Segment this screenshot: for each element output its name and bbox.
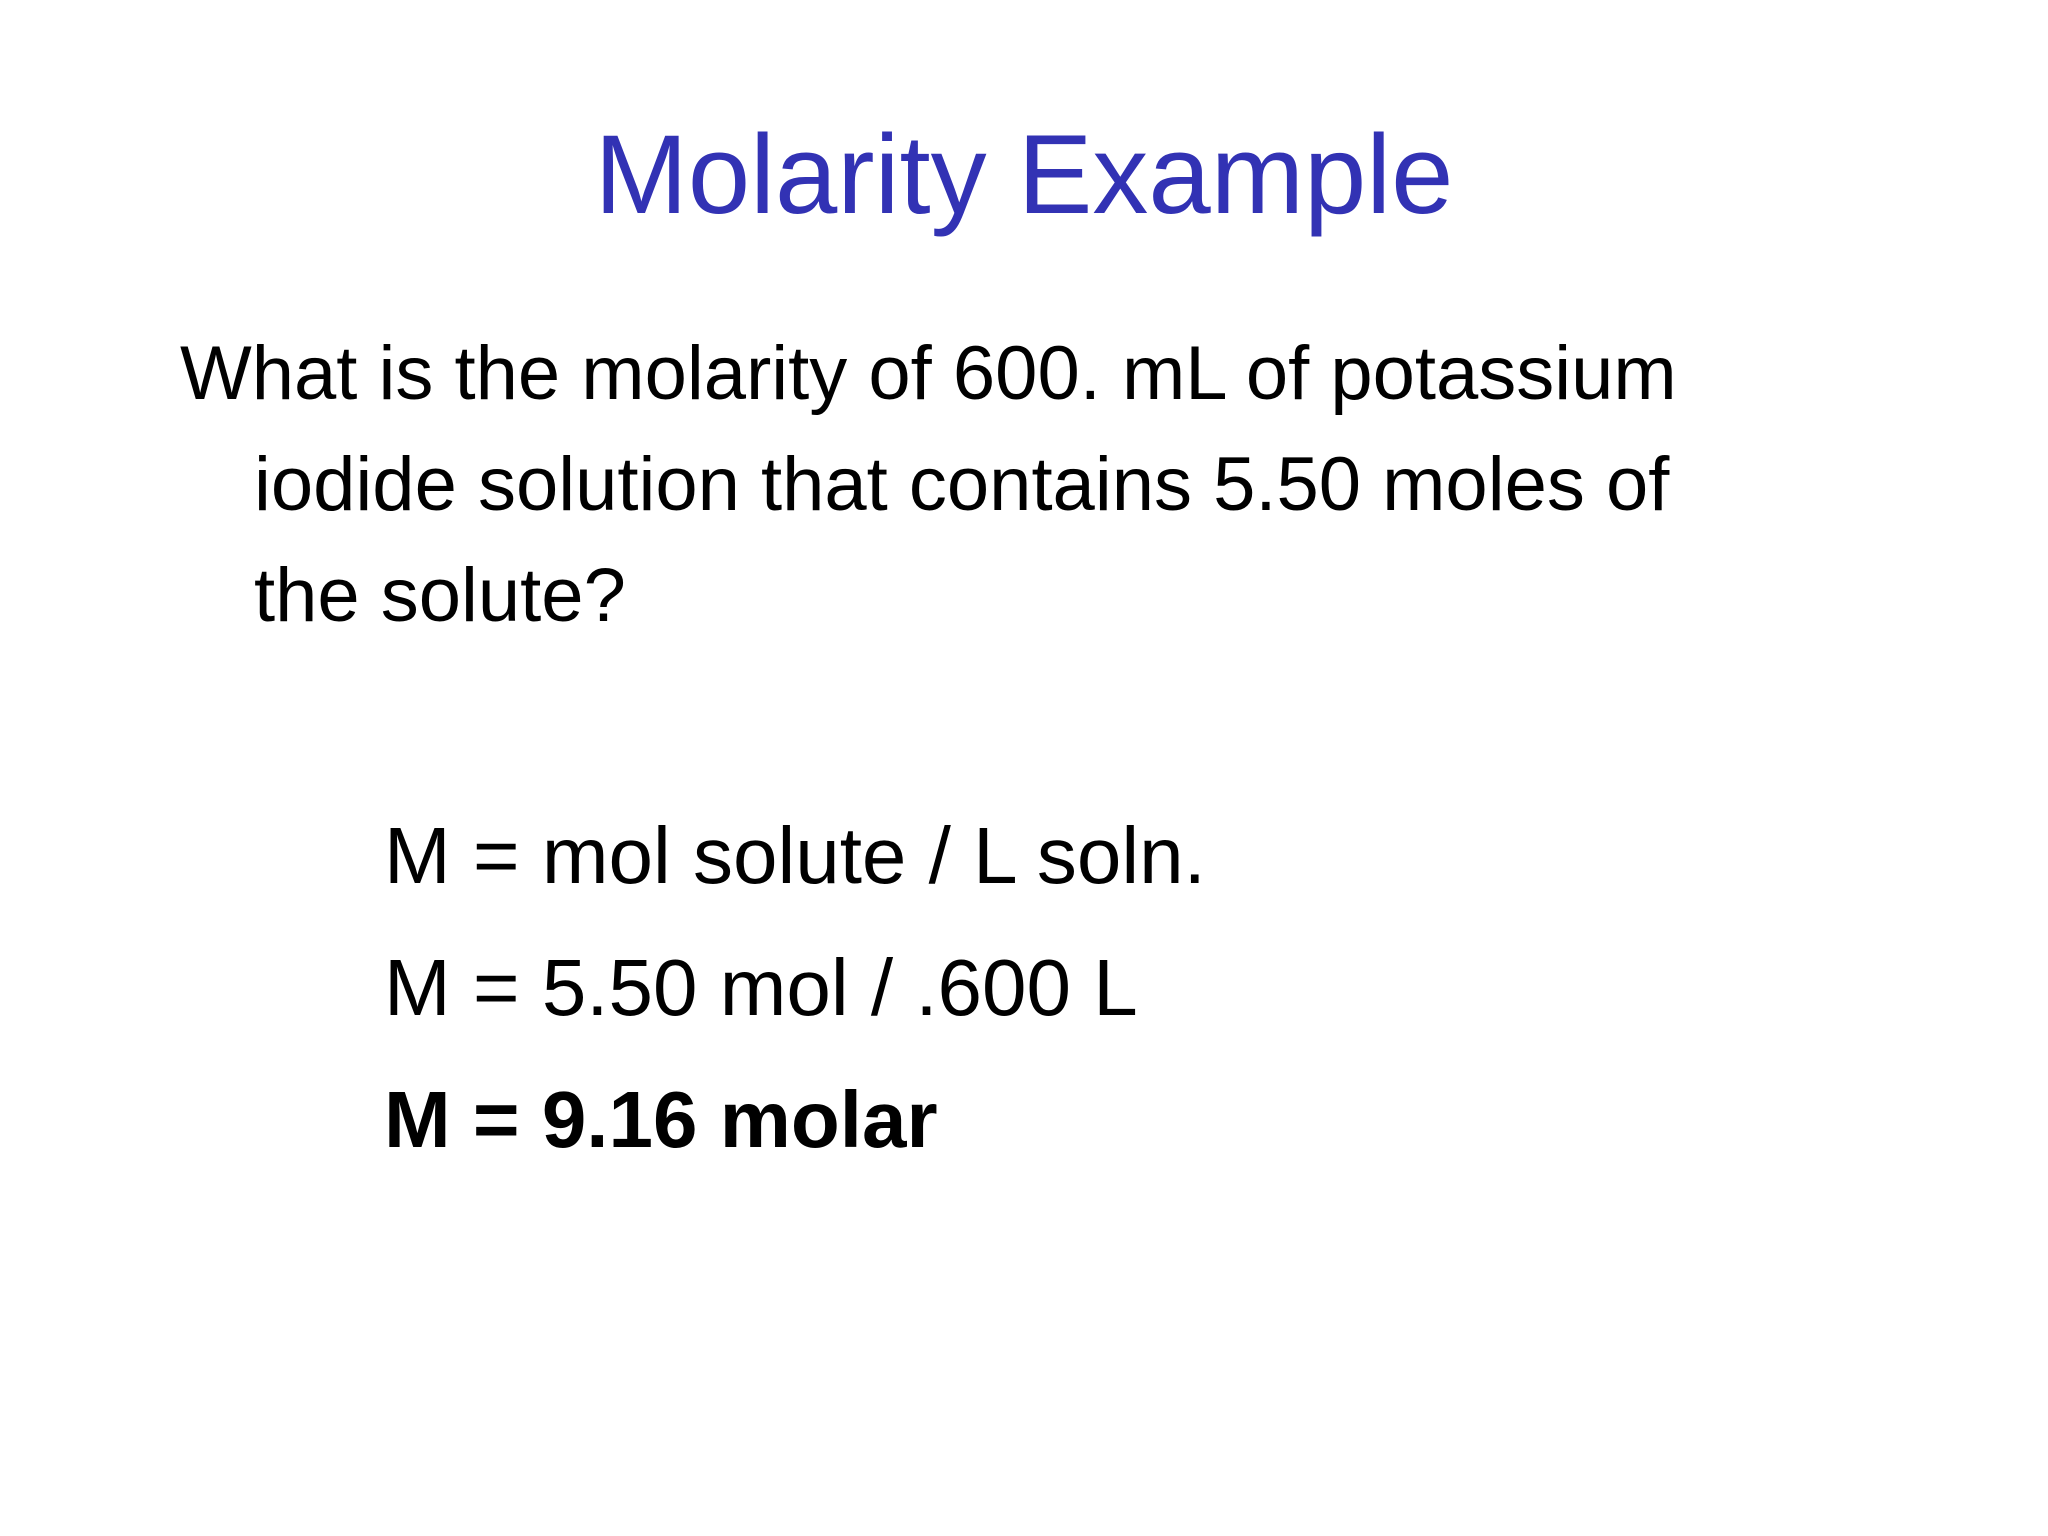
question-line-3: the solute? [254, 553, 626, 638]
formula-line: M = mol solute / L soln. [384, 811, 1206, 900]
solution-steps [384, 790, 1784, 1186]
answer-line: M = 9.16 molar [384, 1075, 938, 1164]
substitution-line: M = 5.50 mol / .600 L [384, 943, 1138, 1032]
slide-title: Molarity Example [594, 112, 1454, 237]
question-line-2: iodide solution that contains 5.50 moles of [254, 442, 1670, 527]
question-line-1: What is the molarity of 600. mL of potassium [180, 331, 1677, 416]
question-text [180, 318, 1940, 651]
